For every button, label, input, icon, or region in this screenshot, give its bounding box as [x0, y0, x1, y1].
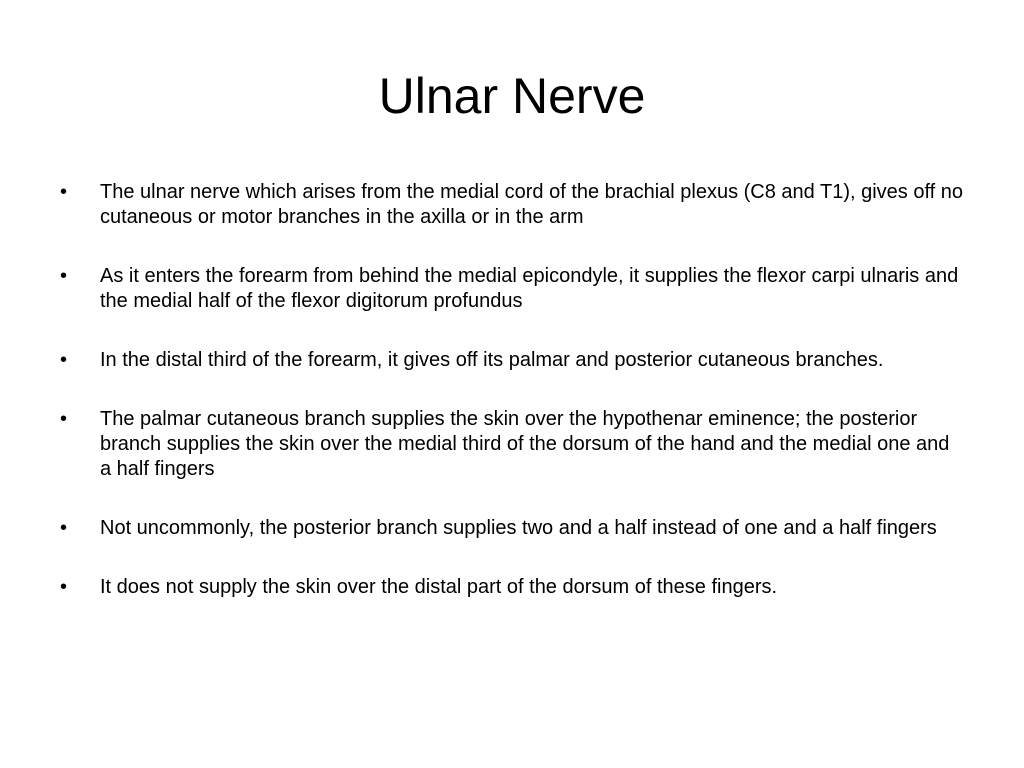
bullet-icon: • — [60, 349, 68, 371]
slide-title: Ulnar Nerve — [378, 68, 646, 124]
bullet-item — [56, 575, 966, 600]
bullet-item — [56, 348, 966, 373]
bullet-list — [56, 180, 966, 634]
bullet-icon: • — [60, 181, 68, 203]
bullet-text: It does not supply the skin over the distal part of the dorsum of these fingers. — [100, 576, 778, 598]
bullet-item — [56, 264, 966, 314]
bullet-icon: • — [60, 265, 68, 287]
bullet-item — [56, 180, 966, 230]
bullet-text: The palmar cutaneous branch supplies the skin over the hypothenar eminence; the posterior branch supplies the skin over the medial third of the dorsum of the hand and the medial one and a half fingers — [100, 408, 950, 480]
bullet-icon: • — [60, 517, 68, 539]
bullet-item — [56, 407, 966, 482]
bullet-text: The ulnar nerve which arises from the medial cord of the brachial plexus (C8 and T1), gives off no cutaneous or motor branches in the axilla or in the arm — [100, 181, 964, 228]
bullet-text: As it enters the forearm from behind the medial epicondyle, it supplies the flexor carpi ulnaris and the medial half of the flexor digitorum profundus — [100, 265, 959, 312]
bullet-icon: • — [60, 408, 68, 430]
bullet-text: In the distal third of the forearm, it gives off its palmar and posterior cutaneous branches. — [100, 349, 884, 371]
bullet-icon: • — [60, 576, 68, 598]
bullet-item — [56, 516, 966, 541]
bullet-text: Not uncommonly, the posterior branch supplies two and a half instead of one and a half fingers — [100, 517, 937, 539]
